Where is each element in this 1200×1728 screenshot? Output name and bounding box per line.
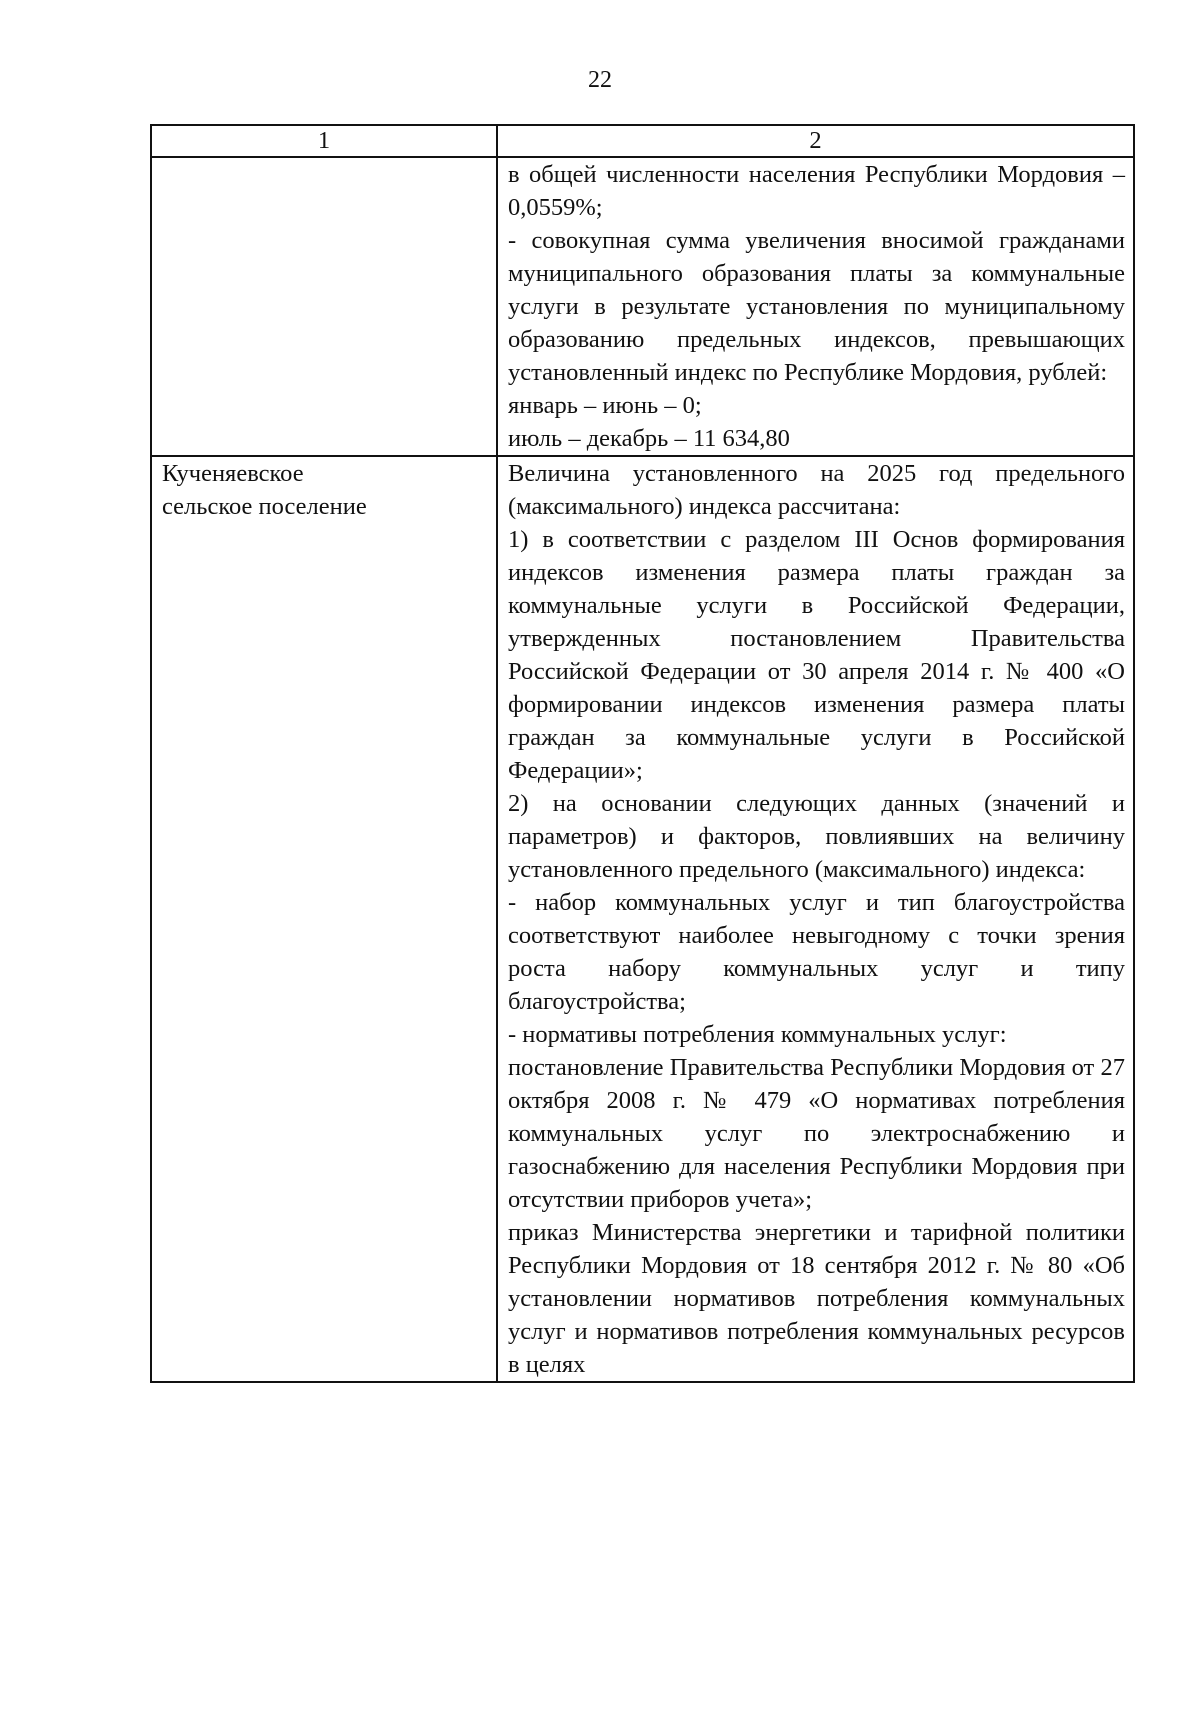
table-row	[151, 157, 1134, 456]
municipality-cell	[151, 157, 497, 456]
municipality-cell	[151, 456, 497, 1382]
document-table	[150, 124, 1135, 1383]
paragraph: приказ Министерства энергетики и тарифной политики Республики Мордовия от 18 сентября 2012 г. № 80 «Об установлении нормативов потребления коммунальных услуг и нормативов потребления коммунальных ресурсов в целях	[508, 1219, 1125, 1378]
column-header-1: 1	[151, 125, 497, 157]
table-header-row	[151, 125, 1134, 157]
paragraph: 2) на основании следующих данных (значений и параметров) и факторов, повлиявших на величину установленного предельного (максимального) индекса:	[508, 790, 1125, 883]
paragraph: Величина установленного на 2025 год предельного (максимального) индекса рассчитана:	[508, 460, 1125, 520]
table-row	[151, 456, 1134, 1382]
paragraph: 1) в соответствии с разделом III Основ формирования индексов изменения размера платы граждан за коммунальные услуги в Российской Федерации, утвержденных постановлением Правительства Российской Федерации от 30 апреля 2014 г. № 400 «О формировании индексов изменения размера платы граждан за коммунальные услуги в Российской Федерации»;	[508, 526, 1125, 784]
municipality-name-line: Кученяевское	[162, 460, 304, 487]
paragraph: январь – июнь – 0;	[508, 392, 702, 419]
paragraph: в общей численности населения Республики Мордовия – 0,0559%;	[508, 161, 1125, 221]
paragraph: - совокупная сумма увеличения вносимой гражданами муниципального образования платы за коммунальные услуги в результате установления по муниципальному образованию предельных индексов, превышающих установленный индекс по Республике Мордовия, рублей:	[508, 227, 1125, 386]
page-number: 22	[588, 67, 612, 93]
paragraph: июль – декабрь – 11 634,80	[508, 425, 790, 452]
paragraph: - нормативы потребления коммунальных услуг:	[508, 1021, 1007, 1048]
paragraph: постановление Правительства Республики Мордовия от 27 октября 2008 г. № 479 «О нормативах потребления коммунальных услуг по электроснабжению и газоснабжению для населения Республики Мордовия при отсутствии приборов учета»;	[508, 1054, 1125, 1213]
column-header-2: 2	[497, 125, 1134, 157]
municipality-name-line: сельское поселение	[162, 493, 367, 520]
description-cell	[497, 456, 1134, 1382]
description-cell	[497, 157, 1134, 456]
paragraph: - набор коммунальных услуг и тип благоустройства соответствуют наиболее невыгодному с точки зрения роста набору коммунальных услуг и типу благоустройства;	[508, 889, 1125, 1015]
